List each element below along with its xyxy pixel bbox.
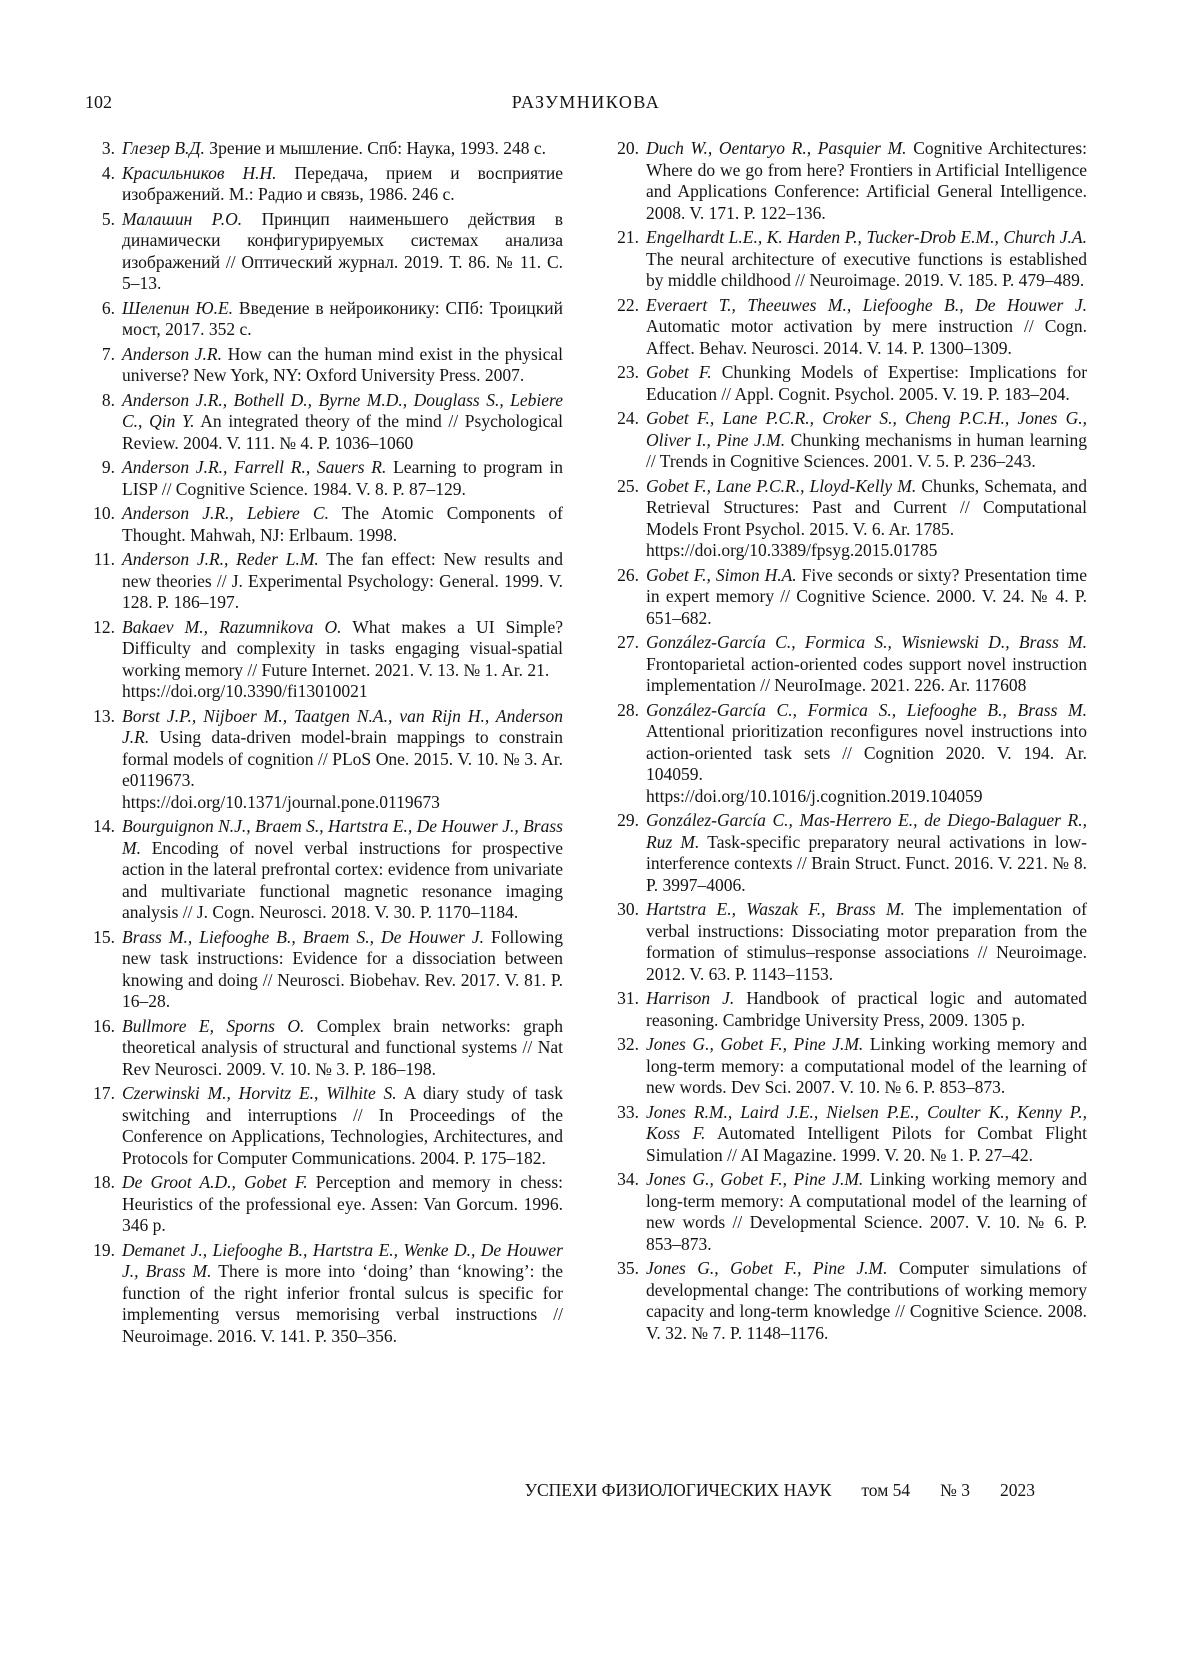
reference-text: Five seconds or sixty? Presentation time in expert memory // Cognitive Science. 2000. V. 24. № 4. P. 651–682. — [646, 564, 1088, 628]
reference-item — [609, 1034, 1087, 1099]
reference-body — [122, 503, 563, 546]
reference-text: Handbook of practical logic and automated reasoning. Cambridge University Press, 2009. 1305 p. — [646, 988, 1087, 1030]
reference-authors: Красильников Н.Н. — [122, 162, 277, 183]
reference-body — [646, 565, 1087, 630]
reference-authors: Anderson J.R., Farrell R., Sauers R. — [122, 457, 387, 477]
reference-number: 8. — [101, 389, 115, 410]
reference-text: The implementation of verbal instructions: Dissociating motor preparation from the formation of stimulus–response associations // Neuroimage. 2012. V. 63. P. 1143–1153. — [646, 899, 1087, 984]
reference-authors: Harrison J. — [646, 988, 735, 1008]
reference-authors: Jones G., Gobet F., Pine J.M. — [646, 1258, 888, 1278]
reference-doi: https://doi.org/10.1016/j.cognition.2019.104059 — [646, 785, 983, 806]
footer-year: 2023 — [1000, 1480, 1035, 1500]
reference-body — [646, 988, 1087, 1031]
reference-number: 34. — [617, 1169, 639, 1189]
reference-body — [122, 927, 563, 1013]
running-title: РАЗУМНИКОВА — [511, 92, 661, 112]
reference-number: 20. — [617, 138, 639, 158]
reference-body — [122, 706, 563, 814]
reference-authors: Gobet F., Simon H.A. — [646, 564, 797, 585]
reference-authors: Bakaev M., Razumnikova O. — [122, 616, 342, 637]
reference-body — [122, 1083, 563, 1169]
reference-text: Attentional prioritization reconfigures novel instructions into action-oriented task sets // Cognition 2020. V. 194. Ar. 104059. — [646, 721, 1087, 784]
reference-columns — [85, 138, 1087, 1350]
reference-item — [609, 1169, 1087, 1255]
reference-body — [646, 1034, 1087, 1099]
reference-item — [609, 632, 1087, 697]
reference-authors: Borst J.P., Nijboer M., Taatgen N.A., van Rijn H., Anderson J.R. — [122, 705, 563, 747]
reference-body — [122, 816, 563, 924]
reference-authors: Jones G., Gobet F., Pine J.M. — [646, 1169, 864, 1189]
reference-text: Chunks, Schemata, and Retrieval Structures: Past and Current // Computational Models Front Psychol. 2015. V. 6. Ar. 1785. — [646, 475, 1088, 539]
reference-item — [85, 209, 563, 295]
reference-item — [85, 344, 563, 387]
reference-text: The Atomic Components of Thought. Mahwah, NJ: Erlbaum. 1998. — [122, 503, 563, 545]
reference-item — [85, 706, 563, 814]
reference-body — [122, 298, 563, 341]
page-number: 102 — [85, 92, 112, 112]
reference-body — [646, 476, 1087, 562]
reference-body — [646, 1102, 1087, 1167]
reference-item — [609, 362, 1087, 405]
reference-number: 15. — [93, 926, 115, 947]
reference-number: 12. — [93, 616, 115, 637]
reference-body — [122, 209, 563, 295]
reference-item — [609, 899, 1087, 985]
reference-number: 27. — [617, 632, 639, 652]
footer-volume: том 54 — [861, 1480, 911, 1500]
reference-number: 35. — [617, 1258, 639, 1278]
reference-item — [609, 1102, 1087, 1167]
reference-body — [646, 899, 1087, 985]
reference-number: 7. — [101, 343, 115, 364]
reference-authors: Czerwinski M., Horvitz E., Wilhite S. — [122, 1083, 397, 1103]
reference-body — [122, 138, 563, 160]
reference-number: 6. — [101, 297, 115, 318]
reference-text: How can the human mind exist in the physical universe? New York, NY: Oxford University Press. 2007. — [122, 343, 564, 385]
reference-text: What makes a UI Simple? Difficulty and complexity in tasks engaging visual-spatial working memory // Future Internet. 2021. V. 13. № 1. Ar. 21. — [122, 616, 563, 680]
reference-text: Linking working memory and long-term memory: a computational model of the learning of new words. Dev Sci. 2007. V. 10. № 6. P. 853–873. — [646, 1034, 1088, 1097]
references-column-right — [609, 138, 1087, 1350]
reference-text: Cognitive Architectures: Where do we go from here? Frontiers in Artificial Intelligence and Applications Conference: Artificial General Intelligence. 2008. V. 171. P. 122–136. — [646, 138, 1088, 223]
reference-authors: Gobet F., Lane P.C.R., Croker S., Cheng P.C.H., Jones G., Oliver I., Pine J.M. — [646, 408, 1087, 450]
reference-text: The neural architecture of executive functions is established by middle childhood // Neuroimage. 2019. V. 185. P. 479–489. — [646, 248, 1087, 290]
reference-body — [122, 344, 563, 387]
reference-body — [646, 810, 1087, 896]
reference-text: Task-specific preparatory neural activations in low-interference contexts // Brain Struct. Funct. 2016. V. 221. № 8. P. 3997–4006. — [646, 831, 1087, 895]
reference-authors: Anderson J.R., Lebiere C. — [122, 503, 329, 523]
reference-number: 10. — [93, 503, 115, 523]
reference-item — [85, 617, 563, 703]
reference-text: Chunking Models of Expertise: Implications for Education // Appl. Cognit. Psychol. 2005. V. 19. P. 183–204. — [646, 362, 1088, 404]
reference-body — [122, 163, 563, 206]
reference-number: 31. — [617, 988, 639, 1008]
reference-number: 18. — [93, 1172, 115, 1192]
reference-item — [85, 457, 563, 500]
reference-item — [609, 295, 1087, 360]
reference-text: Принцип наименьшего действия в динамически конфигурируемых системах анализа изображений // Оптический журнал. 2019. Т. 86. № 11. С. 5–13. — [122, 208, 563, 293]
reference-number: 17. — [93, 1083, 115, 1103]
reference-text: A diary study of task switching and interruptions // In Proceedings of the Conference on Applications, Technologies, Architectures, and Protocols for Computer Communications. 2004. P. 175–182. — [122, 1083, 563, 1168]
reference-item — [85, 1172, 563, 1237]
reference-text: Learning to program in LISP // Cognitive Science. 1984. V. 8. P. 87–129. — [122, 457, 563, 499]
reference-number: 3. — [101, 138, 115, 158]
reference-body — [646, 700, 1087, 808]
reference-body — [646, 138, 1087, 224]
reference-body — [646, 1258, 1087, 1344]
reference-authors: Engelhardt L.E., K. Harden P., Tucker-Drob E.M., Church J.A. — [646, 227, 1087, 247]
reference-authors: Gobet F. — [646, 362, 712, 382]
reference-number: 33. — [617, 1101, 639, 1122]
reference-item — [85, 549, 563, 614]
reference-item — [85, 1016, 563, 1081]
reference-number: 14. — [93, 816, 115, 836]
reference-authors: Малашин Р.О. — [122, 208, 243, 229]
reference-item — [609, 700, 1087, 808]
reference-body — [122, 549, 563, 614]
reference-body — [646, 295, 1087, 360]
reference-item — [85, 503, 563, 546]
reference-doi: https://doi.org/10.3389/fpsyg.2015.01785 — [646, 540, 938, 560]
reference-text: Automatic motor activation by mere instruction // Cogn. Affect. Behav. Neurosci. 2014. V. 14. P. 1300–1309. — [646, 316, 1087, 358]
reference-number: 32. — [617, 1034, 639, 1054]
reference-authors: González-García C., Formica S., Liefooghe B., Brass M. — [646, 699, 1087, 720]
reference-number: 5. — [101, 208, 115, 229]
reference-number: 4. — [101, 162, 115, 183]
reference-authors: Jones G., Gobet F., Pine J.M. — [646, 1034, 864, 1054]
page-footer — [85, 1480, 1095, 1501]
reference-item — [609, 138, 1087, 224]
reference-text: The fan effect: New results and new theories // J. Experimental Psychology: General. 1999. V. 128. P. 186–197. — [122, 549, 563, 612]
reference-number: 16. — [93, 1015, 115, 1036]
reference-body — [122, 1240, 563, 1348]
reference-number: 21. — [617, 227, 639, 247]
footer-issue: № 3 — [940, 1480, 970, 1500]
reference-item — [85, 390, 563, 455]
reference-text: Frontoparietal action-oriented codes support novel instruction implementation // NeuroImage. 2021. 226. Ar. 117608 — [646, 653, 1087, 695]
reference-body — [646, 362, 1087, 405]
reference-item — [609, 227, 1087, 292]
reference-text: An integrated theory of the mind // Psychological Review. 2004. V. 111. № 4. P. 1036–1060 — [122, 411, 563, 453]
reference-text: Введение в нейроиконику: СПб: Троицкий мост, 2017. 352 с. — [122, 297, 563, 339]
reference-number: 30. — [617, 899, 639, 919]
reference-text: Using data-driven model-brain mappings to constrain formal models of cognition // PLoS One. 2015. V. 10. № 3. Ar. e0119673. — [122, 727, 563, 790]
reference-item — [85, 816, 563, 924]
reference-number: 24. — [617, 408, 639, 428]
reference-authors: González-García C., Mas-Herrero E., de Diego-Balaguer R., Ruz M. — [646, 810, 1087, 852]
reference-text: There is more into ‘doing’ than ‘knowing’: the function of the right inferior frontal sulcus is specific for implementing versus memorising verbal instructions // Neuroimage. 2016. V. 141. P. 350–356. — [122, 1261, 564, 1346]
reference-body — [122, 617, 563, 703]
reference-number: 22. — [617, 294, 639, 315]
reference-authors: Gobet F., Lane P.C.R., Lloyd-Kelly M. — [646, 475, 917, 496]
reference-authors: Bourguignon N.J., Braem S., Hartstra E., De Houwer J., Brass M. — [122, 816, 563, 858]
reference-text: Complex brain networks: graph theoretical analysis of structural and functional systems // Nat Rev Neurosci. 2009. V. 10. № 3. P. 186–198. — [122, 1015, 563, 1079]
reference-doi: https://doi.org/10.3390/fi13010021 — [122, 681, 368, 701]
reference-authors: Hartstra E., Waszak F., Brass M. — [646, 899, 905, 919]
reference-text: Передача, прием и восприятие изображений. М.: Радио и связь, 1986. 246 с. — [122, 162, 564, 204]
reference-text: Encoding of novel verbal instructions for prospective action in the lateral prefrontal cortex: evidence from univariate and multivariate functional magnetic resonance imaging analysis // J. Cogn. Neurosci. 2018. V. 30. P. 1170–1184. — [122, 837, 564, 922]
reference-item — [85, 298, 563, 341]
reference-item — [609, 408, 1087, 473]
reference-item — [609, 810, 1087, 896]
reference-text: Following new task instructions: Evidence for a dissociation between knowing and doing // Neurosci. Biobehav. Rev. 2017. V. 81. P. 16–28. — [122, 926, 563, 1011]
reference-number: 13. — [93, 705, 115, 726]
reference-text: Зрение и мышление. Спб: Наука, 1993. 248 с. — [209, 138, 546, 158]
reference-body — [122, 1172, 563, 1237]
reference-item — [85, 1083, 563, 1169]
footer-journal-title: УСПЕХИ ФИЗИОЛОГИЧЕСКИХ НАУК — [524, 1480, 832, 1500]
reference-doi: https://doi.org/10.1371/journal.pone.0119673 — [122, 791, 440, 812]
reference-number: 25. — [617, 475, 639, 496]
reference-authors: Anderson J.R. — [122, 343, 222, 364]
reference-body — [646, 632, 1087, 697]
reference-authors: Anderson J.R., Reder L.M. — [122, 549, 319, 569]
reference-authors: González-García C., Formica S., Wisniewski D., Brass M. — [646, 632, 1087, 652]
reference-item — [609, 565, 1087, 630]
reference-item — [85, 163, 563, 206]
page-header — [85, 92, 1087, 122]
reference-number: 26. — [617, 564, 639, 585]
reference-number: 19. — [93, 1239, 115, 1260]
reference-authors: Bullmore E, Sporns O. — [122, 1015, 305, 1036]
reference-item — [609, 476, 1087, 562]
reference-body — [646, 408, 1087, 473]
page-content — [85, 92, 1087, 1350]
reference-text: Linking working memory and long-term memory: A computational model of the learning of new words // Developmental Science. 2007. V. 10. № 6. P. 853–873. — [646, 1169, 1088, 1254]
reference-item — [609, 1258, 1087, 1344]
reference-number: 9. — [101, 457, 115, 477]
reference-number: 29. — [617, 810, 639, 830]
reference-authors: Anderson J.R., Bothell D., Byrne M.D., Douglass S., Lebiere C., Qin Y. — [122, 389, 563, 431]
reference-text: Perception and memory in chess: Heuristics of the professional eye. Assen: Van Gorcum. 1996. 346 p. — [122, 1172, 564, 1235]
reference-authors: Demanet J., Liefooghe B., Hartstra E., Wenke D., De Houwer J., Brass M. — [122, 1239, 563, 1281]
reference-number: 23. — [617, 362, 639, 382]
reference-body — [122, 457, 563, 500]
reference-text: Computer simulations of developmental change: The contributions of working memory capacity and long-term knowledge // Cognitive Science. 2008. V. 32. № 7. P. 1148–1176. — [646, 1258, 1087, 1343]
reference-number: 28. — [617, 699, 639, 720]
reference-authors: Шелепин Ю.Е. — [122, 297, 234, 318]
reference-authors: Jones R.M., Laird J.E., Nielsen P.E., Coulter K., Kenny P., Koss F. — [646, 1101, 1087, 1143]
reference-authors: Глезер В.Д. — [122, 138, 205, 158]
reference-authors: Everaert T., Theeuwes M., Liefooghe B., De Houwer J. — [646, 294, 1087, 315]
reference-text: Automated Intelligent Pilots for Combat Flight Simulation // AI Magazine. 1999. V. 20. № 1. P. 27–42. — [646, 1123, 1087, 1165]
reference-item — [85, 138, 563, 160]
reference-authors: Brass M., Liefooghe B., Braem S., De Houwer J. — [122, 926, 484, 947]
reference-number: 11. — [93, 549, 115, 569]
reference-body — [646, 227, 1087, 292]
reference-authors: De Groot A.D., Gobet F. — [122, 1172, 308, 1192]
reference-body — [646, 1169, 1087, 1255]
references-column-left — [85, 138, 563, 1350]
reference-item — [85, 1240, 563, 1348]
reference-authors: Duch W., Oentaryo R., Pasquier M. — [646, 138, 907, 158]
reference-text: Chunking mechanisms in human learning // Trends in Cognitive Sciences. 2001. V. 5. P. 236–243. — [646, 429, 1088, 471]
reference-body — [122, 1016, 563, 1081]
reference-item — [609, 988, 1087, 1031]
reference-body — [122, 390, 563, 455]
reference-item — [85, 927, 563, 1013]
